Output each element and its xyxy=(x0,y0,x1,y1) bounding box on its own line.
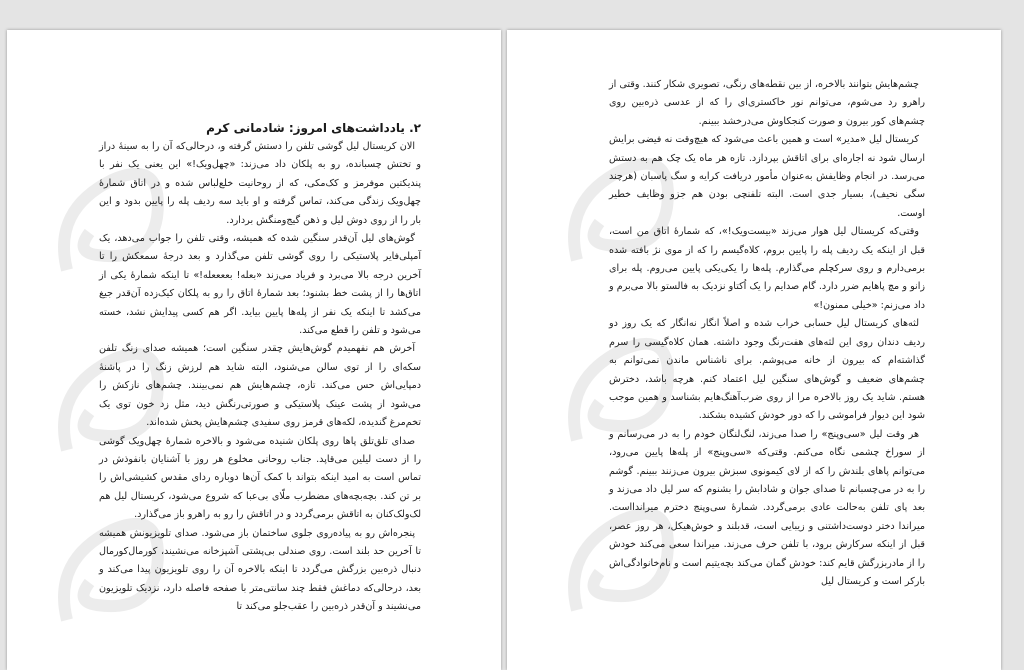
right-page xyxy=(507,30,1001,670)
left-page xyxy=(7,30,501,670)
paragraph: لثه‌های کریستال لیل حسابی خراب شده و اصلاً انگار نه‌انگار که یک روز دو ردیف دندان روی این لثه‌های هفت‌رنگ وجود داشته. همان کلاه‌گیسی را سرم گذاشته‌ام که بیرون از خانه می‌پوشم. برای ناشناس ماندن نمی‌توانم به چشم‌های ضعیف و گوش‌های سنگین لیل اعتماد کنم. هرچه باشد، دخترش هستم. شاید یک روز بالاخره مرا از روی ضرب‌آهنگ‌هایم بشناسد و همین موجب شود این دیوار فراموشی را که دور خودش کشیده بشکند. xyxy=(609,318,925,422)
paragraph: آخرش هم نفهمیدم گوش‌هایش چقدر سنگین است؛ همیشه صدای زنگ تلفن سکه‌ای را از توی سالن می‌شنود، البته شاید هم لرزش زنگ را در پاشنهٔ دمپایی‌اش حس می‌کند. تازه، چشم‌هایش هم نمی‌بینند. چشم‌های نازکش را می‌شود از پشت عینک پلاستیکی و صورتی‌رنگش دید، مثل زد خون توی یک تخم‌مرغ گندیده، لکه‌های قرمز روی سفیدی چشم‌هایش پخش شده‌اند. xyxy=(99,343,421,429)
paragraph: الان کریستال لیل گوشی تلفن را دستش گرفته و، درحالی‌که آن را به سینهٔ دراز و تختش چسبانده، رو به پلکان داد می‌زند: «چهل‌ویک!» این یعنی یک نفر با پندیکتین موفرمز و کک‌مکی، که از روحانیت خلع‌لباس شده و در اتاق شمارهٔ چهل‌ویک زندگی می‌کند، تماس گرفته و او باید سه ردیف پله را پایین بدود و این بار را از روی دوش لیل و ذهن گیج‌ومنگش بردارد. xyxy=(99,141,421,226)
paragraph: چشم‌هایش بتوانند بالاخره، از بین نقطه‌های رنگی، تصویری شکار کنند. وقتی از راهرو رد می‌شوم، می‌توانم نور خاکستری‌ای را که از عدسی ذره‌بین روی چشم‌های کور بیرون و صورت کنجکاوش می‌درخشد ببینم. xyxy=(609,79,925,127)
chapter-heading: ۲. یادداشت‌های امروز: شادمانی کرم xyxy=(206,121,421,135)
paragraph: گوش‌های لیل آن‌قدر سنگین شده که همیشه، وقتی تلفن را جواب می‌دهد، یک آمپلی‌فایر پلاستیکی را روی گوشی تلفن می‌گذارد و بعد درجهٔ سمعکش را تا آخرین درجه بالا می‌برد و فریاد می‌زند «بعله! بععععله!» تا اینکه شمارهٔ یکی از اتاق‌ها را از پشت خط بشنود؛ بعد شمارهٔ اتاق را رو به پلکان کیک‌زده آن‌قدر جیغ می‌کشد تا اینکه یک نفر از پله‌ها پایین بیاید. اگر هم کسی پیدایش نشد، خسته می‌شود و تلفن را قطع می‌کند. xyxy=(99,233,421,337)
paragraph: وقتی‌که کریستال لیل هوار می‌زند «بیست‌ویک!»، که شمارهٔ اتاق من است، قبل از اینکه یک ردیف پله را پایین بروم، کلاه‌گیسم را که از موی نژ بافته شده برمی‌دارم و روی سرکچلم می‌گذارم. پله‌ها را یکی‌یکی پایین می‌روم. پله برای زانو و مچ پاهایم ضرر دارد. گام صدایم را یک اُکتاو نزدیک به فالستو بالا می‌برم و داد می‌زنم: «خیلی ممنون!» xyxy=(609,226,925,311)
paragraph: پنجره‌اش رو به پیاده‌روی جلوی ساختمان باز می‌شود. صدای تلویزیونش همیشه تا آخرین حد بلند است. روی صندلی بی‌پشتی آشپزخانه می‌نشیند، کورمال‌کورمال دنبال ذره‌بین بزرگش می‌گردد تا اینکه بالاخره آن را روی تلویزیون پیدا می‌کند و بعد، درحالی‌که دماغش فقط چند سانتی‌متر با صفحه فاصله دارد، نزدیک تلویزیون می‌نشیند و آن‌قدر ذره‌بین را عقب‌جلو می‌کند تا xyxy=(99,527,421,613)
paragraph: صدای تلق‌تلق پاها روی پلکان شنیده می‌شود و بالاخره شمارهٔ چهل‌ویک گوشی را از دست لیلین می‌قاپد. جناب روحانی مخلوع هر روز با آشنایان بانفوذش در تماس است به امید اینکه بتواند با کمک آن‌ها دوباره ردای مقدس کشیشی‌اش را بر تن کند. بچه‌بچه‌های مضطرب ملّای بی‌عبا که شروع می‌شود، کریستال لیل هم لک‌ولک‌کنان به اتاقش برمی‌گردد و در اتاقش را رو به راهرو باز می‌گذارد. xyxy=(99,435,421,521)
left-page-text xyxy=(99,118,421,617)
paragraph: کریستال لیل «مدیر» است و همین باعث می‌شود که هیچ‌وقت نه فیضی برایش ارسال شود نه اجاره‌ای برای اتاقش بپردازد. تازه هر ماه یک چک هم به دستش می‌رسد. در انجام وظایفش به‌عنوان مأمور دریافت کرایه و سگ پاسبان (هرچند سگی نحیف)، بسیار جدی است. البته تلفنچی بودن هم جزو وظایف خطیر اوست. xyxy=(609,134,925,219)
paragraph: هر وقت لیل «سی‌وپنج» را صدا می‌زند، لنگ‌لنگان خودم را به در می‌رسانم و از سوراخ چشمی نگاه می‌کنم. وقتی‌که «سی‌وپنج» از پله‌ها پایین می‌رود، می‌توانم پاهای بلندش را که از لای کیمونوی سبزش بیرون می‌زنند ببینم. گوشم را به در می‌چسبانم تا صدای جوان و شادابش را بشنوم که سر لیل داد می‌زند و بعد پای تلفن به‌حالت عادی برمی‌گردد. شمارهٔ سی‌وپنج دخترم میراندااست. میراندا دختر دوست‌داشتنی و زیبایی است، قدبلند و خوش‌هیکل، هر روز عصر، قبل از اینکه سرکارش برود، با تلفن حرف می‌زند. میراندا سعی می‌کند خودش را از مادربزرگش قایم کند: خودش گمان می‌کند بچه‌یتیم است و نام‌خانوادگی‌اش بارکر است و کریستال لیل xyxy=(609,428,925,587)
right-page-text xyxy=(609,76,925,591)
